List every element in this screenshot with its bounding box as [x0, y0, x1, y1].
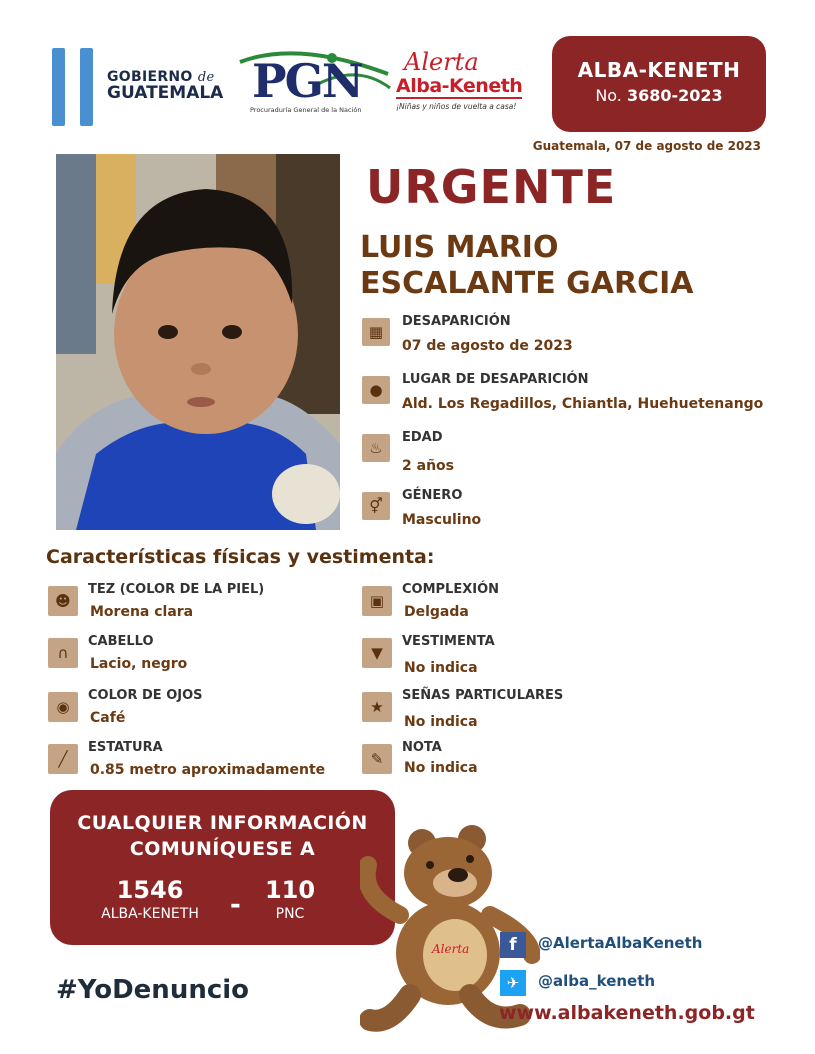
case-number	[552, 86, 766, 105]
alerta-word: Alerta	[404, 48, 479, 76]
char-label: ESTATURA	[88, 740, 163, 755]
contact-line1: CUALQUIER INFORMACIÓN	[77, 812, 368, 834]
gender-icon: ⚥	[362, 492, 390, 520]
detail-label: DESAPARICIÓN	[402, 314, 511, 329]
char-value: No indica	[404, 760, 478, 776]
detail-label: LUGAR DE DESAPARICIÓN	[402, 372, 589, 387]
char-label: SEÑAS PARTICULARES	[402, 688, 564, 703]
detail-value: 07 de agosto de 2023	[402, 338, 573, 354]
char-label: COMPLEXIÓN	[402, 582, 500, 597]
char-label: TEZ (COLOR DE LA PIEL)	[88, 582, 265, 597]
char-value: 0.85 metro aproximadamente	[90, 762, 326, 778]
char-label: NOTA	[402, 740, 442, 755]
hashtag: #YoDenuncio	[56, 975, 250, 1005]
gobierno-line1: GOBIERNO	[107, 69, 193, 85]
child-photo	[56, 154, 340, 530]
ruler-icon: ╱	[48, 744, 78, 774]
pgn-letters: PGN	[252, 54, 362, 108]
twitter-handle[interactable]: @alba_keneth	[538, 972, 656, 990]
case-number-label: No.	[595, 86, 622, 105]
char-value: Lacio, negro	[90, 656, 188, 672]
facebook-handle[interactable]: @AlertaAlbaKeneth	[538, 934, 703, 952]
head-icon: ☻	[48, 586, 78, 616]
note-icon: ✎	[362, 744, 392, 774]
char-value: Café	[90, 710, 126, 726]
alerta-alba-keneth-logo	[396, 48, 536, 118]
hair-icon: ∩	[48, 638, 78, 668]
char-value: Morena clara	[90, 604, 194, 620]
twitter-icon: ✈	[500, 970, 526, 996]
phone-separator: -	[230, 890, 241, 920]
detail-value: Masculino	[402, 512, 482, 528]
phone-label-alba-keneth: ALBA-KENETH	[101, 906, 199, 922]
case-number-value: 3680-2023	[626, 86, 723, 105]
char-label: CABELLO	[88, 634, 154, 649]
detail-label: EDAD	[402, 430, 443, 445]
char-label: VESTIMENTA	[402, 634, 495, 649]
issue-date: Guatemala, 07 de agosto de 2023	[532, 139, 761, 153]
char-value: Delgada	[404, 604, 469, 620]
scale-icon: ▣	[362, 586, 392, 616]
logo-bar	[52, 48, 65, 126]
detail-value: 2 años	[402, 458, 454, 474]
phone-number-pnc[interactable]: 110	[264, 876, 316, 904]
contact-line2: COMUNÍQUESE A	[129, 838, 316, 860]
alerta-tagline: ¡Niñas y niños de vuelta a casa!	[396, 102, 517, 111]
bear-belly-text: Alerta	[432, 942, 470, 956]
website-link[interactable]: www.albakeneth.gob.gt	[499, 1002, 755, 1024]
missing-person-name	[360, 230, 694, 302]
detail-value: Ald. Los Regadillos, Chiantla, Huehuetenango	[402, 396, 764, 412]
detail-label: GÉNERO	[402, 488, 463, 503]
char-value: No indica	[404, 714, 478, 730]
name-line1: LUIS MARIO	[360, 230, 559, 265]
child-photo-illustration	[56, 154, 340, 530]
location-pin-icon: ●	[362, 376, 390, 404]
case-title: ALBA-KENETH	[577, 58, 741, 82]
contact-box	[50, 790, 395, 945]
eye-icon: ◉	[48, 692, 78, 722]
char-value: No indica	[404, 660, 478, 676]
cake-icon: ♨	[362, 434, 390, 462]
alba-keneth-word: Alba-Keneth	[396, 75, 523, 97]
gobierno-line2: GUATEMALA	[107, 82, 224, 103]
gobierno-text	[107, 70, 223, 103]
pgn-subtitle: Procuraduría General de la Nación	[250, 106, 362, 114]
calendar-icon: ▦	[362, 318, 390, 346]
name-line2: ESCALANTE GARCIA	[360, 266, 694, 301]
star-icon: ★	[362, 692, 392, 722]
shirt-icon: ▼	[362, 638, 392, 668]
char-label: COLOR DE OJOS	[88, 688, 203, 703]
gobierno-guatemala-logo	[52, 48, 232, 126]
gobierno-de: de	[197, 70, 215, 85]
facebook-icon: f	[500, 932, 526, 958]
logo-bar	[80, 48, 93, 126]
urgent-heading: URGENTE	[366, 160, 617, 214]
pgn-logo	[238, 44, 393, 118]
phone-label-pnc: PNC	[275, 906, 305, 922]
phone-number-alba-keneth[interactable]: 1546	[116, 876, 184, 904]
case-number-box	[552, 36, 766, 132]
characteristics-title: Características físicas y vestimenta:	[46, 546, 435, 568]
